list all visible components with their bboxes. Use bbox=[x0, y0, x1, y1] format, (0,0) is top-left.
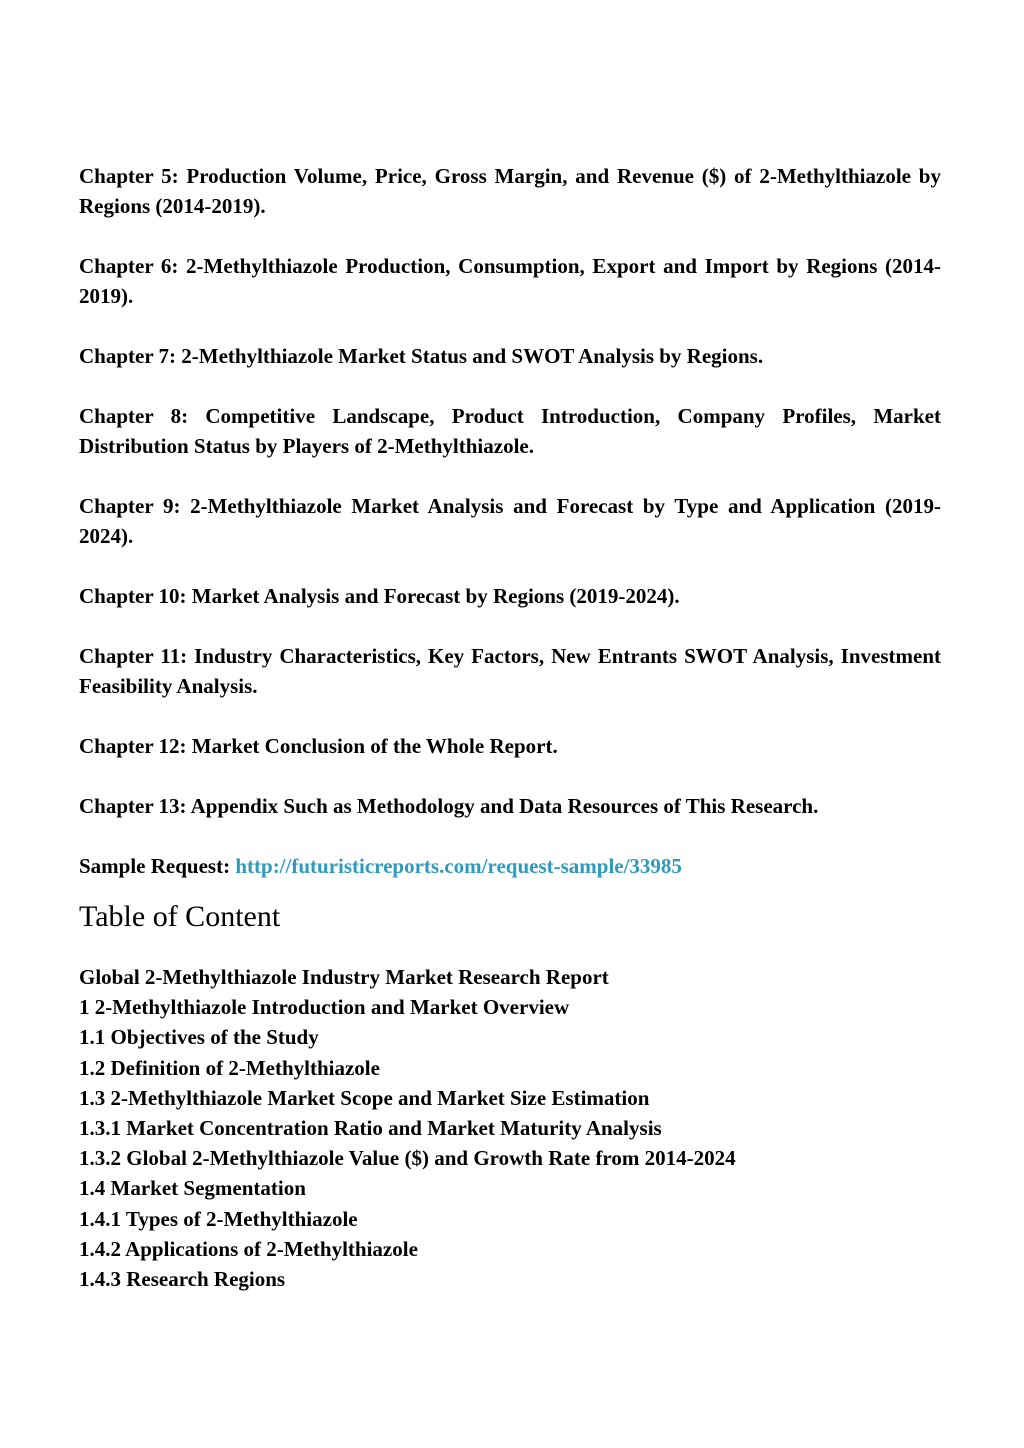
toc-item: 1.4 Market Segmentation bbox=[79, 1176, 306, 1201]
sample-request-link[interactable]: http://futuristicreports.com/request-sample/33985 bbox=[235, 854, 682, 878]
chapter-7-paragraph: Chapter 7: 2-Methylthiazole Market Status and SWOT Analysis by Regions. bbox=[79, 344, 764, 368]
toc-heading: Table of Content bbox=[79, 900, 281, 933]
toc-item: 1.1 Objectives of the Study bbox=[79, 1025, 319, 1050]
chapter-5-paragraph: Chapter 5: Production Volume, Price, Gross Margin, and Revenue ($) of 2-Methylthiazole by Regions (2014-2019). bbox=[79, 164, 941, 218]
toc-item: 1.2 Definition of 2-Methylthiazole bbox=[79, 1055, 380, 1080]
chapter-12-paragraph: Chapter 12: Market Conclusion of the Whole Report. bbox=[79, 734, 558, 758]
chapter-6-paragraph: Chapter 6: 2-Methylthiazole Production, Consumption, Export and Import by Regions (2014-2019). bbox=[79, 254, 941, 308]
toc-item: 1.3 2-Methylthiazole Market Scope and Market Size Estimation bbox=[79, 1085, 650, 1110]
toc-item: 1 2-Methylthiazole Introduction and Market Overview bbox=[79, 995, 570, 1020]
toc-item: Global 2-Methylthiazole Industry Market Research Report bbox=[79, 965, 609, 989]
document-page bbox=[79, 161, 941, 1294]
sample-request-label: Sample Request: bbox=[79, 854, 236, 878]
toc-item: 1.4.1 Types of 2-Methylthiazole bbox=[79, 1206, 358, 1231]
toc-item: 1.4.3 Research Regions bbox=[79, 1267, 286, 1292]
toc-item: 1.3.2 Global 2-Methylthiazole Value ($) and Growth Rate from 2014-2024 bbox=[79, 1146, 736, 1171]
toc-list bbox=[79, 962, 941, 1294]
toc-item: 1.3.1 Market Concentration Ratio and Market Maturity Analysis bbox=[79, 1116, 662, 1141]
chapter-9-paragraph: Chapter 9: 2-Methylthiazole Market Analysis and Forecast by Type and Application (2019-2024). bbox=[79, 494, 941, 548]
chapter-10-paragraph: Chapter 10: Market Analysis and Forecast by Regions (2019-2024). bbox=[79, 584, 680, 608]
toc-item: 1.4.2 Applications of 2-Methylthiazole bbox=[79, 1236, 418, 1261]
chapter-11-paragraph: Chapter 11: Industry Characteristics, Key Factors, New Entrants SWOT Analysis, Investment Feasibility Analysis. bbox=[79, 644, 941, 698]
sample-request bbox=[79, 851, 941, 881]
chapter-13-paragraph: Chapter 13: Appendix Such as Methodology and Data Resources of This Research. bbox=[79, 794, 819, 818]
chapter-8-paragraph: Chapter 8: Competitive Landscape, Product Introduction, Company Profiles, Market Distribution Status by Players of 2-Methylthiazole. bbox=[79, 404, 941, 458]
